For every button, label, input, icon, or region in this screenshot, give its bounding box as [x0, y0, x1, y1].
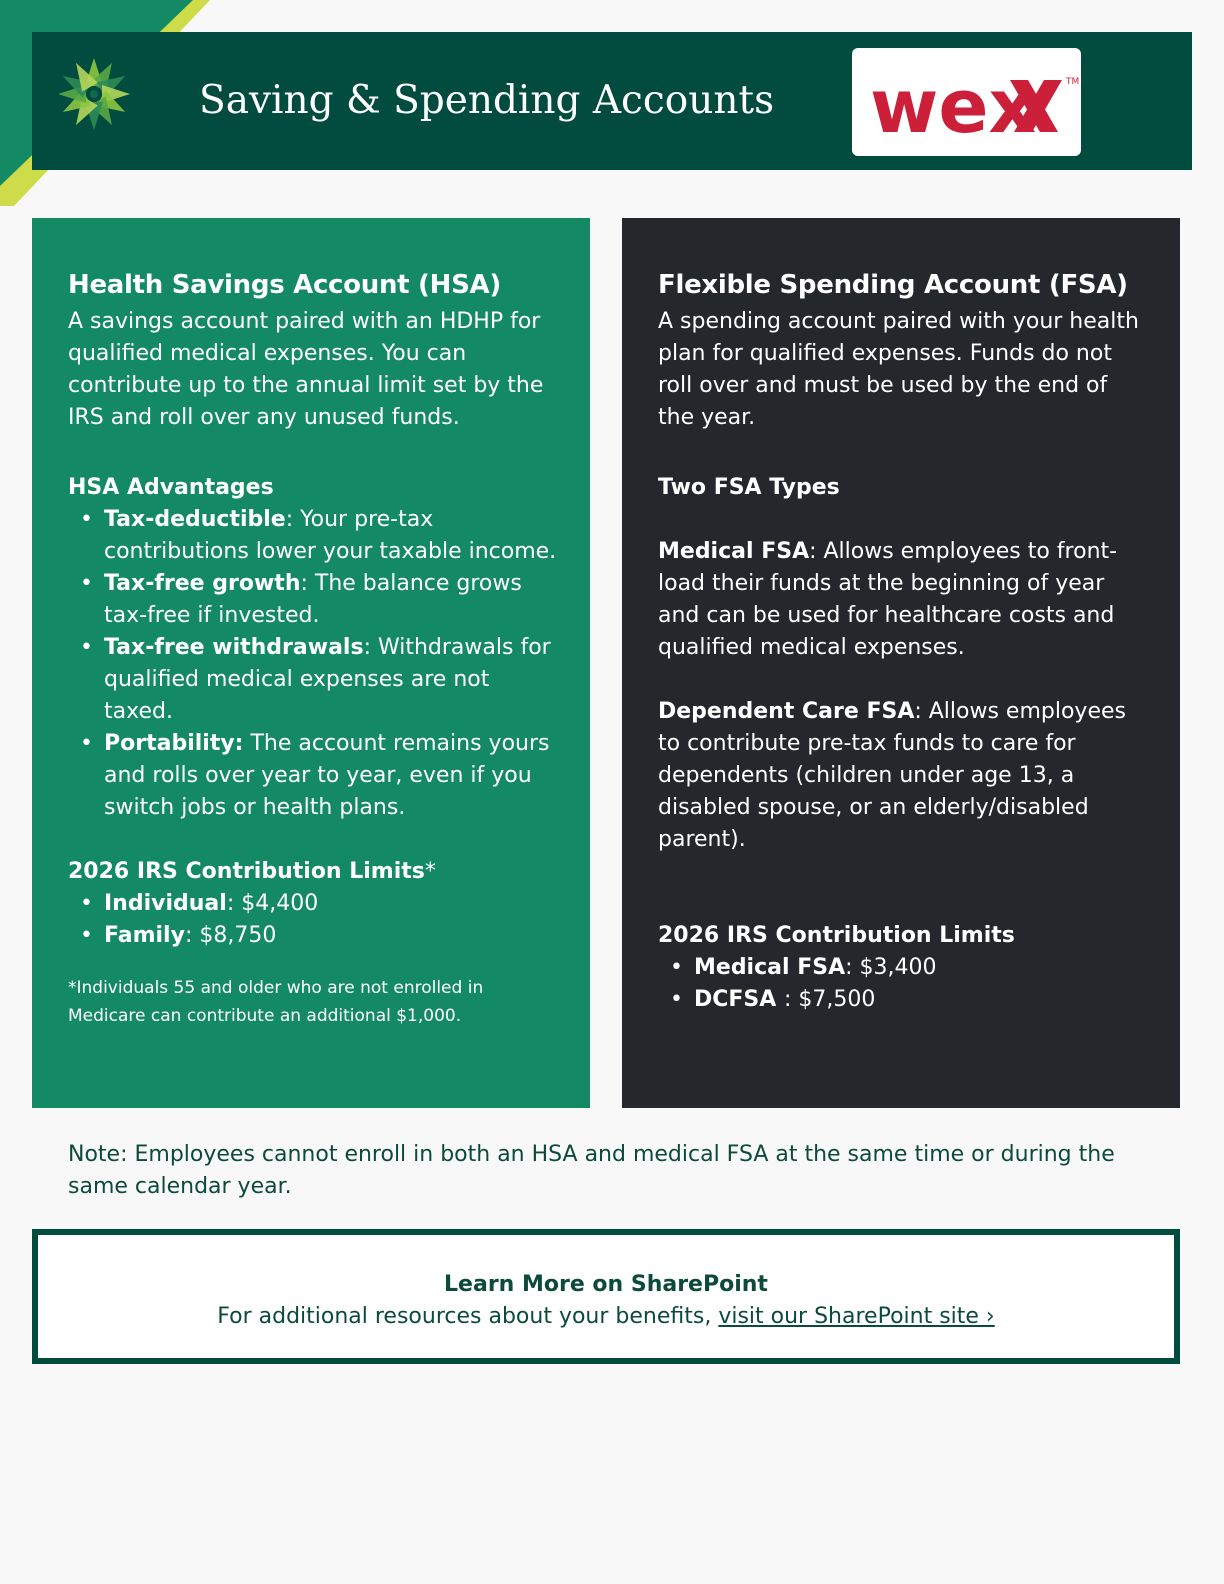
- fsa-title: Flexible Spending Account (FSA): [658, 270, 1128, 300]
- fsa-description: A spending account paired with your health plan for qualified expenses. Funds do not roll over and must be used by the end of the year.: [658, 309, 1139, 430]
- hsa-title: Health Savings Account (HSA): [68, 270, 501, 300]
- wex-logo: [852, 48, 1081, 156]
- hsa-description: A savings account paired with an HDHP for qualified medical expenses. You can contribute up to the annual limit set by the IRS and roll over any unused funds.: [68, 309, 544, 430]
- list-item: • Portability: The account remains yours and rolls over year to year, even if you switch jobs or health plans.: [80, 731, 550, 820]
- enrollment-note: Note: Employees cannot enroll in both an HSA and medical FSA at the same time or during the same calendar year.: [68, 1142, 1115, 1199]
- wex-logo-icon: [852, 48, 1081, 156]
- page-title: Saving & Spending Accounts: [199, 78, 775, 123]
- callout-text: For additional resources about your benefits, visit our SharePoint site ›: [217, 1304, 995, 1329]
- fsa-limits-list: [658, 952, 1150, 1016]
- hsa-panel: [32, 218, 590, 1108]
- hsa-limits-heading: 2026 IRS Contribution Limits*: [68, 859, 436, 884]
- sharepoint-callout: [32, 1229, 1180, 1364]
- callout-title: Learn More on SharePoint: [444, 1272, 768, 1297]
- fsa-limits-heading: 2026 IRS Contribution Limits: [658, 923, 1015, 948]
- list-item: • Individual: $4,400: [80, 891, 319, 916]
- list-item: • Family: $8,750: [80, 923, 277, 948]
- starburst-emblem-icon: [56, 56, 132, 132]
- hsa-advantages-list: [68, 504, 560, 824]
- list-item: • Tax-free growth: The balance grows tax-free if invested.: [80, 571, 522, 628]
- list-item: • Medical FSA: $3,400: [670, 955, 937, 980]
- header-banner: [32, 32, 1192, 170]
- list-item: • Tax-deductible: Your pre-tax contributions lower your taxable income.: [80, 507, 557, 564]
- fsa-panel: [622, 218, 1180, 1108]
- fsa-types-heading: Two FSA Types: [658, 475, 840, 500]
- hsa-limits-list: [68, 888, 560, 952]
- list-item: • DCFSA : $7,500: [670, 987, 876, 1012]
- medical-fsa-description: Medical FSA: Allows employees to front-load their funds at the beginning of year and can be used for healthcare costs and qualified medical expenses.: [658, 539, 1118, 660]
- wex-logo-trademark: TM: [1066, 77, 1080, 87]
- list-item: • Tax-free withdrawals: Withdrawals for qualified medical expenses are not taxed.: [80, 635, 551, 724]
- wex-logo-text: wex: [870, 64, 1037, 150]
- hsa-advantages-heading: HSA Advantages: [68, 475, 274, 500]
- hsa-footnote: *Individuals 55 and older who are not enrolled in Medicare can contribute an additional $1,000.: [68, 978, 484, 1026]
- dependent-care-fsa-description: Dependent Care FSA: Allows employees to contribute pre-tax funds to care for dependents (children under age 13, a disabled spouse, or an elderly/disabled parent).: [658, 699, 1126, 852]
- sharepoint-link[interactable]: visit our SharePoint site ›: [718, 1304, 995, 1329]
